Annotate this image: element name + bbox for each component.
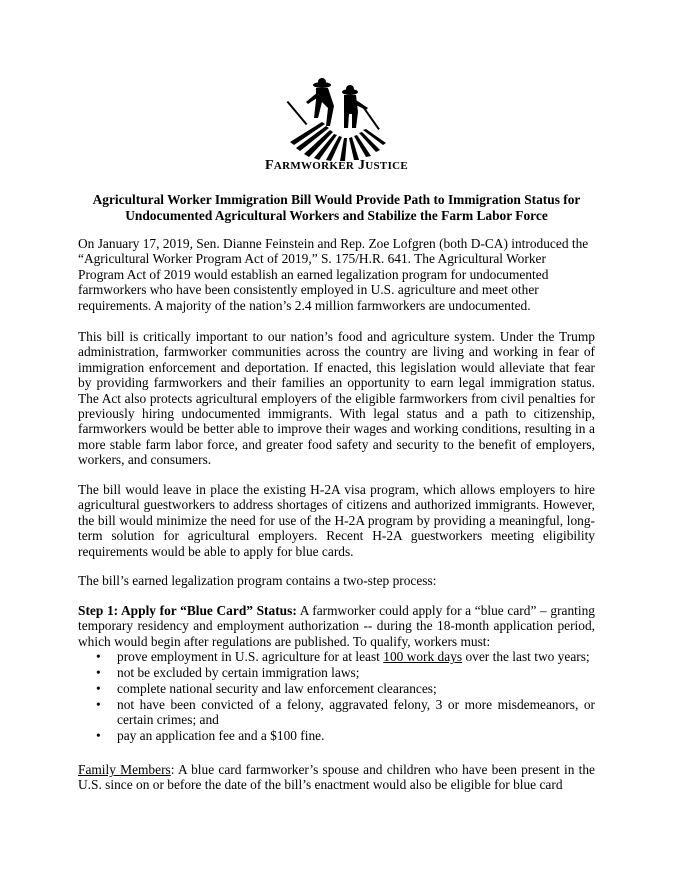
- bullet-icon: •: [96, 697, 101, 712]
- step-1-text: A farmworker could apply for a “blue card” – granting temporary residency and employment authorization -- during the 18-month application period, which would begin after regulations are published. To qualify, workers must:: [78, 603, 595, 649]
- org-word-1: ARMWORKER: [273, 160, 355, 172]
- org-initial-f: F: [264, 158, 274, 173]
- family-members-heading: Family Members: [78, 762, 171, 777]
- document-title: [78, 192, 595, 224]
- bullet-1-text: prove employment in U.S. agriculture for at least: [117, 649, 384, 664]
- paragraph-step-1: [78, 603, 595, 649]
- title-line-2: Undocumented Agricultural Workers and Stabilize the Farm Labor Force: [125, 208, 548, 223]
- farmworkers-in-field-logo-icon: [282, 72, 392, 162]
- paragraph-family-members: [78, 762, 595, 793]
- paragraph-importance: This bill is critically important to our nation’s food and agriculture system. Under the Trump administration, farmworker communities across the country are living and working in fear of immigration enforcement and deportation. If enacted, this legislation would alleviate that fear by providing farmworkers and their families an opportunity to earn legal immigration status. The Act also protects agricultural employers of the eligible farmworkers from civil penalties for previously hiring undocumented immigrants. With legal status and a path to citizenship, farmworkers would be better able to improve their wages and working conditions, resulting in a more stable farm labor force, and greater food safety and security to the benefit of employers, workers, and consumers.: [78, 329, 595, 468]
- organization-name: [0, 158, 673, 174]
- bullet-1-text-end: over the last two years;: [462, 649, 590, 664]
- bullet-1-underlined: 100 work days: [383, 649, 463, 664]
- org-initial-j: J: [357, 158, 366, 173]
- paragraph-intro: On January 17, 2019, Sen. Dianne Feinstein and Rep. Zoe Lofgren (both D-CA) introduced the “Agricultural Worker Program Act of 2019,” S. 175/H.R. 641. The Agricultural Worker Program Act of 2019 would establish an earned legalization program for undocumented farmworkers who have been consistently employed in U.S. agriculture and meet other requirements. A majority of the nation’s 2.4 million farmworkers are undocumented.: [78, 236, 589, 313]
- paragraph-two-step: The bill’s earned legalization program contains a two-step process:: [78, 573, 437, 588]
- paragraph-h2a: The bill would leave in place the existing H-2A visa program, which allows employers to hire agricultural guestworkers to address shortages of citizens and authorized immigrants. However, the bill would minimize the need for use of the H-2A program by providing a meaningful, long-term solution for agricultural employers. Recent H-2A guestworkers meeting eligibility requirements would be able to apply for blue cards.: [78, 482, 595, 559]
- org-word-2: USTICE: [365, 160, 409, 172]
- bullet-5-text: pay an application fee and a $100 fine.: [117, 728, 325, 744]
- bullet-icon: •: [96, 681, 101, 696]
- step-1-heading: Step 1: Apply for “Blue Card” Status:: [78, 603, 297, 618]
- bullet-2-text: not be excluded by certain immigration laws;: [117, 665, 360, 680]
- bullet-3-text: complete national security and law enforcement clearances;: [117, 681, 437, 696]
- family-members-text: : A blue card farmworker’s spouse and children who have been present in the U.S. since on or before the date of the bill’s enactment would also be eligible for blue card: [78, 762, 595, 793]
- bullet-icon: •: [96, 649, 101, 664]
- title-line-1: Agricultural Worker Immigration Bill Would Provide Path to Immigration Status for: [92, 192, 581, 207]
- requirements-list: [96, 649, 595, 744]
- list-item: [96, 681, 595, 696]
- bullet-4-text: not have been convicted of a felony, aggravated felony, 3 or more misdemeanors, or certain crimes; and: [117, 697, 595, 728]
- bullet-icon: •: [96, 728, 101, 744]
- list-item: [96, 649, 595, 664]
- list-item: [96, 728, 595, 743]
- list-item: [96, 697, 595, 728]
- bullet-icon: •: [96, 665, 101, 680]
- list-item: [96, 665, 595, 680]
